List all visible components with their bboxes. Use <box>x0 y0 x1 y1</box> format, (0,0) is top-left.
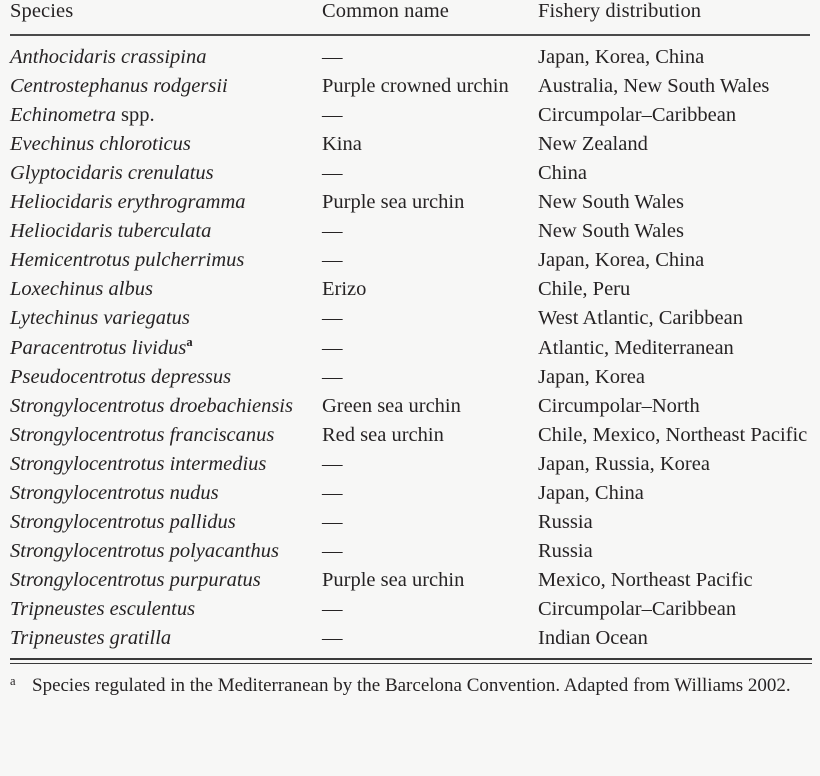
species-binomial: Strongylocentrotus pallidus <box>10 511 236 534</box>
cell-species <box>10 246 322 275</box>
column-header-fishery-distribution: Fishery distribution <box>538 0 702 22</box>
table-body <box>10 35 810 658</box>
cell-fishery-distribution: Japan, Korea <box>538 365 646 388</box>
column-header-common-name: Common name <box>322 0 449 22</box>
header-row <box>10 0 810 35</box>
table-row <box>10 333 810 362</box>
table-row <box>10 362 810 391</box>
cell-common-name: Purple sea urchin <box>322 569 465 592</box>
cell-fishery-distribution: China <box>538 161 587 184</box>
cell-fishery-distribution: Japan, China <box>538 481 644 504</box>
table-row <box>10 508 810 537</box>
cell-species <box>10 71 322 100</box>
cell-common-name: Green sea urchin <box>322 394 461 417</box>
cell-fishery-distribution: New South Wales <box>538 220 685 243</box>
cell-fishery-distribution: Circumpolar–Caribbean <box>538 598 737 621</box>
table-row <box>10 537 810 566</box>
footnote <box>10 673 812 700</box>
cell-species <box>10 537 322 566</box>
table-row <box>10 595 810 624</box>
cell-species <box>10 508 322 537</box>
column-header-species: Species <box>10 0 74 22</box>
table-row <box>10 159 810 188</box>
cell-common-name: — <box>322 307 343 330</box>
species-qualifier: spp. <box>115 103 155 126</box>
cell-common-name: — <box>322 627 343 650</box>
table-row <box>10 391 810 420</box>
cell-common-name: — <box>322 481 343 504</box>
table-row <box>10 566 810 595</box>
table-header <box>10 0 810 35</box>
species-binomial: Hemicentrotus pulcherrimus <box>10 249 245 272</box>
cell-fishery-distribution: Russia <box>538 511 593 534</box>
species-binomial: Lytechinus variegatus <box>10 307 190 330</box>
table-row <box>10 275 810 304</box>
table-row <box>10 479 810 508</box>
species-binomial: Paracentrotus lividus <box>10 336 187 359</box>
cell-common-name: — <box>322 336 343 359</box>
cell-fishery-distribution: Atlantic, Mediterranean <box>538 336 734 359</box>
table-row <box>10 217 810 246</box>
cell-species <box>10 362 322 391</box>
cell-species <box>10 595 322 624</box>
cell-fishery-distribution: Mexico, Northeast Pacific <box>538 569 753 592</box>
species-binomial: Strongylocentrotus polyacanthus <box>10 540 279 563</box>
cell-species <box>10 188 322 217</box>
cell-species <box>10 159 322 188</box>
species-binomial: Heliocidaris erythrogramma <box>10 191 246 214</box>
cell-fishery-distribution: Russia <box>538 540 593 563</box>
species-binomial: Echinometra <box>10 103 116 126</box>
cell-species <box>10 479 322 508</box>
cell-fishery-distribution: New South Wales <box>538 191 685 214</box>
cell-fishery-distribution: New Zealand <box>538 132 648 155</box>
table-row <box>10 246 810 275</box>
cell-species <box>10 391 322 420</box>
species-binomial: Tripneustes gratilla <box>10 627 172 650</box>
cell-fishery-distribution: Indian Ocean <box>538 627 648 650</box>
cell-species <box>10 333 322 362</box>
species-binomial: Strongylocentrotus franciscanus <box>10 423 275 446</box>
cell-species <box>10 100 322 129</box>
species-binomial: Anthocidaris crassipina <box>10 45 207 68</box>
cell-common-name: — <box>322 103 343 126</box>
cell-common-name: — <box>322 365 343 388</box>
cell-fishery-distribution: Circumpolar–Caribbean <box>538 103 737 126</box>
cell-fishery-distribution: Chile, Mexico, Northeast Pacific <box>538 423 808 446</box>
species-binomial: Tripneustes esculentus <box>10 598 196 621</box>
table-row <box>10 188 810 217</box>
cell-species <box>10 566 322 595</box>
species-binomial: Heliocidaris tuberculata <box>10 220 212 243</box>
table-row <box>10 130 810 159</box>
cell-species <box>10 130 322 159</box>
species-binomial: Glyptocidaris crenulatus <box>10 161 214 184</box>
cell-fishery-distribution: Japan, Korea, China <box>538 45 705 68</box>
cell-common-name: — <box>322 540 343 563</box>
cell-common-name: Erizo <box>322 278 367 301</box>
species-binomial: Evechinus chloroticus <box>10 132 191 155</box>
table-row <box>10 100 810 129</box>
table-row <box>10 624 810 658</box>
cell-common-name: — <box>322 220 343 243</box>
cell-species <box>10 624 322 658</box>
cell-common-name: — <box>322 598 343 621</box>
cell-common-name: — <box>322 511 343 534</box>
cell-species <box>10 450 322 479</box>
table-row <box>10 450 810 479</box>
cell-common-name: — <box>322 161 343 184</box>
table-row <box>10 304 810 333</box>
cell-common-name: Purple crowned urchin <box>322 74 509 97</box>
cell-common-name: — <box>322 452 343 475</box>
cell-fishery-distribution: Chile, Peru <box>538 278 631 301</box>
sea-urchin-fisheries-table <box>10 0 810 658</box>
table-row <box>10 71 810 100</box>
cell-common-name: — <box>322 45 343 68</box>
cell-fishery-distribution: Australia, New South Wales <box>538 74 770 97</box>
cell-common-name: Red sea urchin <box>322 423 444 446</box>
footnote-reference-mark: a <box>186 334 193 349</box>
cell-fishery-distribution: Japan, Korea, China <box>538 249 705 272</box>
cell-fishery-distribution: Japan, Russia, Korea <box>538 452 710 475</box>
species-binomial: Pseudocentrotus depressus <box>10 365 232 388</box>
cell-fishery-distribution: Circumpolar–North <box>538 394 700 417</box>
table-row <box>10 35 810 72</box>
footnote-marker: a <box>10 673 16 688</box>
cell-common-name: — <box>322 249 343 272</box>
cell-species <box>10 217 322 246</box>
cell-fishery-distribution: West Atlantic, Caribbean <box>538 307 743 330</box>
species-binomial: Strongylocentrotus droebachiensis <box>10 394 293 417</box>
cell-species <box>10 420 322 449</box>
cell-species <box>10 304 322 333</box>
cell-common-name: Purple sea urchin <box>322 191 465 214</box>
footnote-text: Species regulated in the Mediterranean by the Barcelona Convention. Adapted from Williams 2002. <box>32 674 791 696</box>
table-row <box>10 420 810 449</box>
cell-species <box>10 35 322 72</box>
cell-common-name: Kina <box>322 132 362 155</box>
species-binomial: Centrostephanus rodgersii <box>10 74 228 97</box>
species-binomial: Loxechinus albus <box>10 278 153 301</box>
species-binomial: Strongylocentrotus intermedius <box>10 452 267 475</box>
species-binomial: Strongylocentrotus purpuratus <box>10 569 261 592</box>
species-binomial: Strongylocentrotus nudus <box>10 481 219 504</box>
table-bottom-double-rule <box>10 658 812 664</box>
cell-species <box>10 275 322 304</box>
